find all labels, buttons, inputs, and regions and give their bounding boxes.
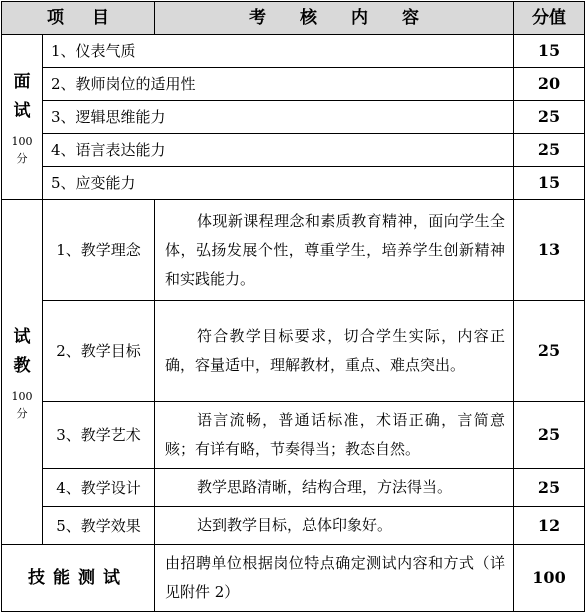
teaching-category-char1: 试 bbox=[13, 327, 31, 348]
header-item-label: 项目 bbox=[47, 7, 137, 28]
teaching-category bbox=[2, 200, 43, 545]
teaching-item-2: 2、教学目标 bbox=[43, 301, 155, 402]
teaching-score-5: 12 bbox=[514, 507, 585, 545]
header-row bbox=[2, 2, 585, 35]
header-score: 分值 bbox=[514, 2, 585, 35]
teaching-desc-5: 达到教学目标，总体印象好。 bbox=[155, 507, 514, 545]
interview-category-char1: 面 bbox=[13, 72, 31, 93]
teaching-row bbox=[2, 507, 585, 545]
header-content-label: 考核内容 bbox=[249, 7, 453, 28]
interview-row bbox=[2, 167, 585, 200]
teaching-item-4: 4、教学设计 bbox=[43, 469, 155, 507]
skills-desc: 由招聘单位根据岗位特点确定测试内容和方式（详见附件 2） bbox=[155, 545, 514, 612]
interview-item-1: 1、仪表气质 bbox=[43, 35, 514, 68]
teaching-row bbox=[2, 402, 585, 469]
teaching-row bbox=[2, 469, 585, 507]
teaching-score-2: 25 bbox=[514, 301, 585, 402]
teaching-unit: 分 bbox=[16, 407, 28, 421]
teaching-score-1: 13 bbox=[514, 200, 585, 301]
header-item bbox=[2, 2, 155, 35]
teaching-item-3: 3、教学艺术 bbox=[43, 402, 155, 469]
interview-category bbox=[2, 35, 43, 200]
skills-label: 技能测试 bbox=[2, 545, 155, 612]
teaching-desc-2: 符合教学目标要求，切合学生实际，内容正确，容量适中，理解教材，重点、难点突出。 bbox=[155, 301, 514, 402]
interview-row bbox=[2, 35, 585, 68]
teaching-category-char2: 教 bbox=[13, 355, 31, 376]
teaching-score-4: 25 bbox=[514, 469, 585, 507]
interview-row bbox=[2, 101, 585, 134]
teaching-desc-3: 语言流畅，普通话标准，术语正确，言简意赅；有详有略，节奏得当；教态自然。 bbox=[155, 402, 514, 469]
assessment-table bbox=[1, 1, 585, 612]
interview-row bbox=[2, 68, 585, 101]
interview-points: 100 bbox=[11, 135, 33, 149]
teaching-desc-1: 体现新课程理念和素质教育精神，面向学生全体，弘扬发展个性，尊重学生，培养学生创新精神和实践能力。 bbox=[155, 200, 514, 301]
interview-item-3: 3、逻辑思维能力 bbox=[43, 101, 514, 134]
skills-score: 100 bbox=[514, 545, 585, 612]
interview-category-char2: 试 bbox=[13, 100, 31, 121]
teaching-row bbox=[2, 200, 585, 301]
teaching-points: 100 bbox=[11, 390, 33, 404]
teaching-score-3: 25 bbox=[514, 402, 585, 469]
interview-score-4: 25 bbox=[514, 134, 585, 167]
teaching-row bbox=[2, 301, 585, 402]
interview-score-3: 25 bbox=[514, 101, 585, 134]
interview-item-2: 2、教师岗位的适用性 bbox=[43, 68, 514, 101]
header-content bbox=[155, 2, 514, 35]
interview-score-5: 15 bbox=[514, 167, 585, 200]
interview-score-1: 15 bbox=[514, 35, 585, 68]
skills-row bbox=[2, 545, 585, 612]
teaching-item-1: 1、教学理念 bbox=[43, 200, 155, 301]
interview-item-5: 5、应变能力 bbox=[43, 167, 514, 200]
teaching-item-5: 5、教学效果 bbox=[43, 507, 155, 545]
interview-unit: 分 bbox=[16, 152, 28, 166]
interview-score-2: 20 bbox=[514, 68, 585, 101]
interview-row bbox=[2, 134, 585, 167]
interview-item-4: 4、语言表达能力 bbox=[43, 134, 514, 167]
teaching-desc-4: 教学思路清晰，结构合理，方法得当。 bbox=[155, 469, 514, 507]
